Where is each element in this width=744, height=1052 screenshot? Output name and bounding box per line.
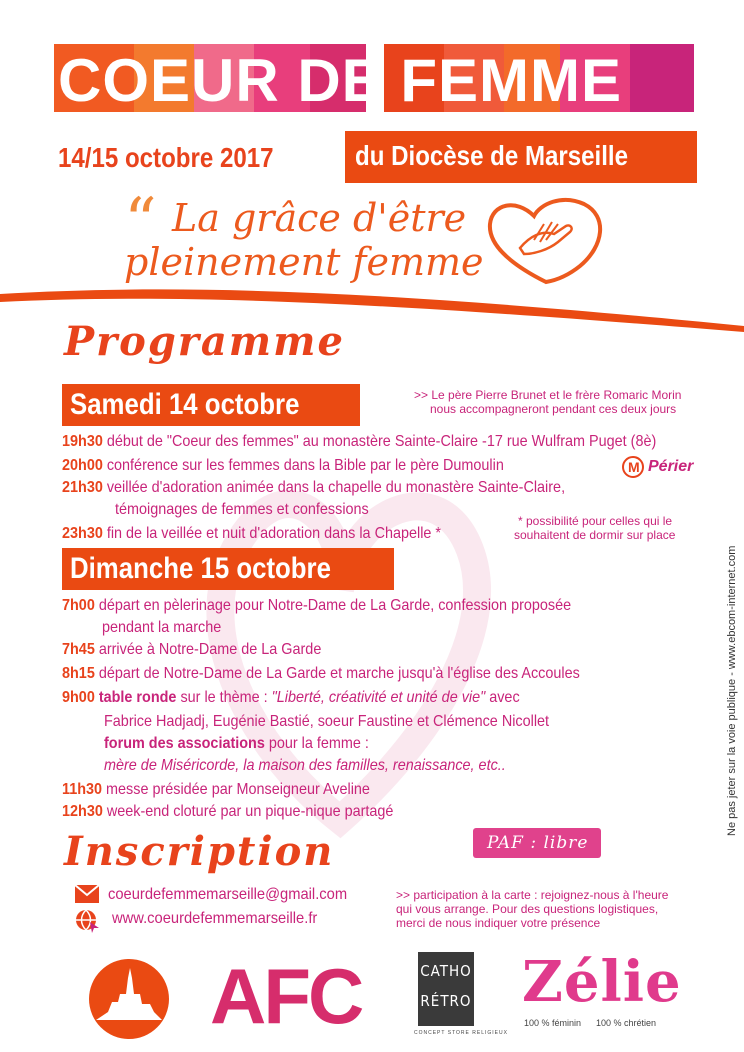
email-link[interactable]: coeurdefemmemarseille@gmail.com [108, 886, 348, 903]
heart-hands-icon [484, 196, 610, 288]
slogan-line-1: La grâce d'être [172, 196, 467, 240]
quote-mark: “ [124, 185, 157, 259]
schedule-row: 7h45 arrivée à Notre-Dame de La Garde [62, 641, 322, 658]
email-icon [74, 884, 100, 904]
forum-associations: mère de Miséricorde, la maison des familles, renaissance, etc.. [104, 757, 506, 774]
forum-row: forum des associations pour la femme : [104, 735, 369, 752]
schedule-row: 7h00 départ en pèlerinage pour Notre-Dame de La Garde, confession proposée [62, 597, 572, 614]
sleep-footnote-2: souhaitent de dormir sur place [514, 528, 676, 542]
saturday-note-2: nous accompagneront pendant ces deux jours [430, 402, 677, 416]
saturday-note-1: >> Le père Pierre Brunet et le frère Romaric Morin [414, 388, 682, 402]
participation-note-1: >> participation à la carte : rejoignez-nous à l'heure [396, 888, 669, 902]
schedule-row: 9h00 table ronde sur le thème : "Liberté, créativité et unité de vie" avec [62, 689, 520, 706]
title-banner [54, 44, 694, 112]
schedule-row-continued: pendant la marche [102, 619, 222, 636]
catho-retro-logo: CATHO RÉTRO [418, 952, 474, 1026]
saturday-banner [62, 384, 360, 426]
metro-station: Périer [648, 458, 694, 475]
website-link[interactable]: www.coeurdefemmemarseille.fr [112, 910, 318, 927]
diocese-logo [88, 958, 170, 1040]
globe-icon [74, 908, 100, 934]
zelie-logo: Zélie [522, 949, 682, 1015]
zelie-tagline-1: 100 % féminin [524, 1018, 582, 1028]
speakers-list: Fabrice Hadjadj, Eugénie Bastié, soeur Faustine et Clémence Nicollet [104, 713, 550, 730]
participation-note-3: merci de nous indiquer votre présence [396, 916, 601, 930]
diocese-label: du Diocèse de Marseille [355, 140, 629, 171]
sunday-banner [62, 548, 394, 590]
event-dates: 14/15 octobre 2017 [58, 142, 274, 173]
inscription-heading: Inscription [64, 828, 335, 875]
afc-logo: AFC [210, 952, 362, 1040]
side-legal-note: Ne pas jeter sur la voie publique - www.ebcom-internet.com [726, 545, 738, 836]
page-title: COEUR DE FEMME [58, 47, 623, 114]
saturday-label: Samedi 14 octobre [70, 388, 300, 421]
schedule-row: 12h30 week-end cloturé par un pique-nique partagé [62, 803, 394, 820]
schedule-row: 20h00 conférence sur les femmes dans la Bible par le père Dumoulin [62, 457, 504, 474]
programme-heading: Programme [64, 318, 345, 365]
schedule-row: 19h30 début de "Coeur des femmes" au monastère Sainte-Claire -17 rue Wulfram Puget (8è) [62, 433, 657, 450]
paf-badge: PAF : libre [473, 828, 601, 858]
schedule-row: 21h30 veillée d'adoration animée dans la chapelle du monastère Sainte-Claire, [62, 479, 566, 496]
participation-note-2: qui vous arrange. Pour des questions logistiques, [396, 902, 659, 916]
schedule-row: 11h30 messe présidée par Monseigneur Aveline [62, 781, 370, 798]
schedule-row: 8h15 départ de Notre-Dame de La Garde et marche jusqu'à l'église des Accoules [62, 665, 580, 682]
metro-icon: M [622, 456, 644, 478]
diocese-banner [345, 131, 697, 183]
slogan-line-2: pleinement femme [124, 240, 484, 284]
catho-retro-tagline: CONCEPT STORE RELIGIEUX [414, 1030, 508, 1036]
sleep-footnote-1: * possibilité pour celles qui le [518, 514, 673, 528]
schedule-row: 23h30 fin de la veillée et nuit d'adoration dans la Chapelle * [62, 525, 442, 542]
zelie-tagline-2: 100 % chrétien [596, 1018, 657, 1028]
schedule-row-continued: témoignages de femmes et confessions [115, 501, 369, 518]
sunday-label: Dimanche 15 octobre [70, 552, 331, 585]
